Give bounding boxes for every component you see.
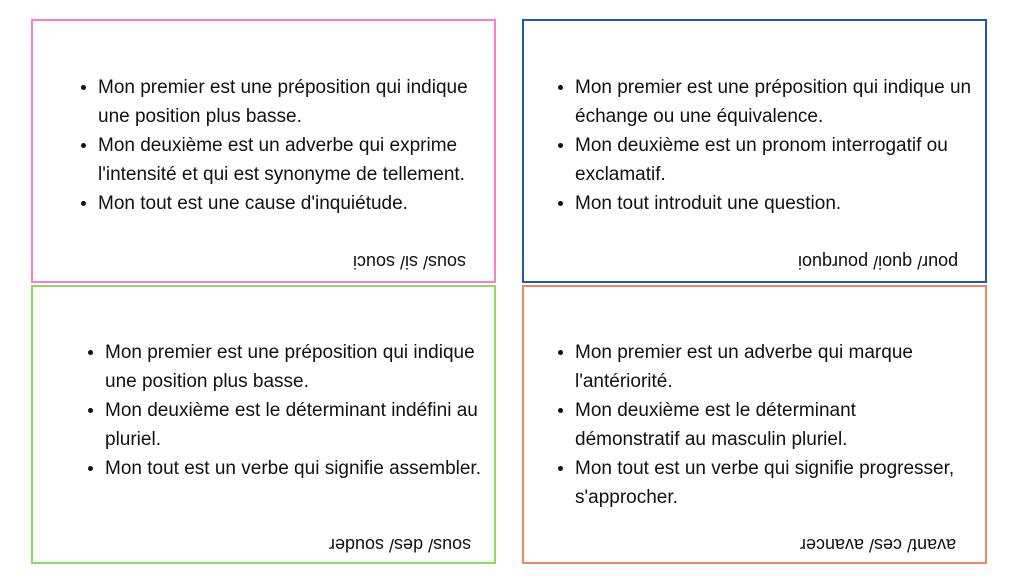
riddle-card-2 [522, 19, 987, 283]
clue-deuxieme: Mon deuxième est un adverbe qui exprime l'intensité et qui est synonyme de tellement. [81, 131, 491, 189]
clue-deuxieme: Mon deuxième est le déterminant démonstratif au masculin pluriel. [558, 396, 958, 454]
clue-deuxieme: Mon deuxième est un pronom interrogatif ou exclamatif. [558, 131, 978, 189]
clue-tout: Mon tout introduit une question. [558, 189, 978, 218]
clue-premier: Mon premier est un adverbe qui marque l'antériorité. [558, 338, 958, 396]
clue-list [88, 338, 488, 483]
clue-premier: Mon premier est une préposition qui indique une position plus basse. [81, 73, 491, 131]
clue-premier: Mon premier est une préposition qui indique une position plus basse. [88, 338, 488, 396]
clue-list [558, 73, 978, 218]
upside-down-answer: sous/ si/ souci [353, 252, 467, 272]
clue-tout: Mon tout est un verbe qui signifie progresser, s'approcher. [558, 454, 958, 512]
clue-premier: Mon premier est une préposition qui indique un échange ou une équivalence. [558, 73, 978, 131]
clue-tout: Mon tout est un verbe qui signifie assembler. [88, 454, 488, 483]
clue-tout: Mon tout est une cause d'inquiétude. [81, 189, 491, 218]
upside-down-answer: pour/ quoi/ pourquoi [798, 252, 959, 272]
clue-list [558, 338, 958, 512]
clue-deuxieme: Mon deuxième est le déterminant indéfini au pluriel. [88, 396, 488, 454]
clue-list [81, 73, 491, 218]
upside-down-answer: sous/ des/ souder [329, 535, 472, 555]
riddle-card-3 [31, 285, 496, 564]
riddle-card-4 [522, 285, 987, 564]
riddle-card-1 [31, 19, 496, 283]
upside-down-answer: avant/ ces/ avancer [800, 535, 957, 555]
